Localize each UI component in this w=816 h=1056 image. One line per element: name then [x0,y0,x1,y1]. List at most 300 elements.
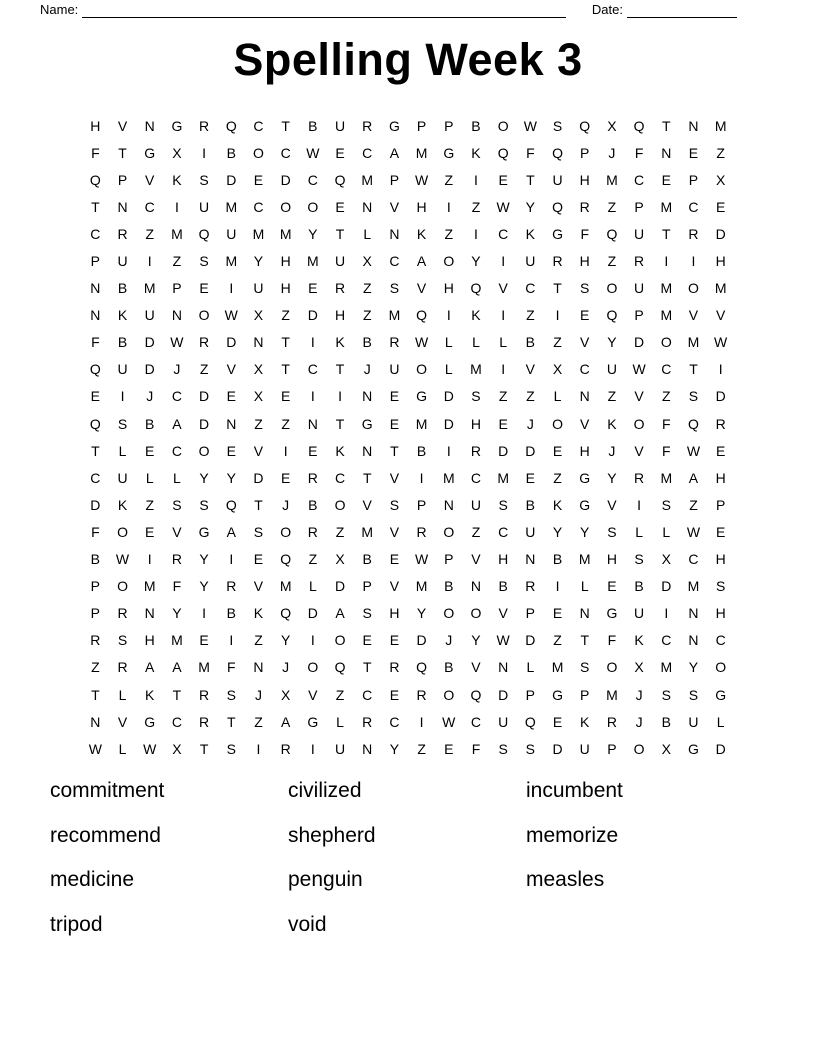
grid-letter: S [498,496,508,513]
grid-row [82,275,735,302]
grid-letter: V [117,713,128,730]
grid-letter: E [199,632,209,649]
grid-letter: I [174,198,179,215]
grid-letter: Q [89,171,101,188]
grid-letter: S [688,388,699,405]
grid-letter: C [470,469,482,486]
grid-letter: O [307,198,319,215]
grid-letter: W [143,740,157,757]
grid-letter: E [715,442,726,459]
grid-letter: B [362,551,372,568]
grid-row [82,735,735,762]
grid-letter: Z [607,253,617,270]
grid-row [82,220,735,247]
grid-letter: K [253,605,264,622]
grid-letter: U [634,280,645,297]
grid-letter: U [688,713,699,730]
grid-letter: A [335,605,345,622]
grid-letter: O [117,578,128,595]
grid-letter: Q [552,144,563,161]
grid-letter: X [607,117,617,134]
grid-letter: M [198,659,210,676]
grid-letter: C [362,686,373,703]
grid-letter: E [552,713,563,730]
grid-letter: Y [471,253,481,270]
grid-letter: U [579,740,590,757]
grid-letter: R [688,225,699,242]
grid-letter: A [389,144,400,161]
grid-letter: T [580,632,589,649]
grid-letter: B [226,144,236,161]
grid-letter: Q [416,659,428,676]
grid-letter: M [415,144,428,161]
grid-letter: U [634,225,645,242]
grid-letter: S [199,253,209,270]
grid-letter: M [415,415,428,432]
grid-letter: B [525,334,536,351]
grid-letter: M [714,117,727,134]
grid-letter: U [117,361,128,378]
grid-letter: D [498,442,509,459]
grid-letter: M [361,171,374,188]
word-list-item: medicine [50,868,135,891]
grid-letter: Z [498,388,508,405]
grid-letter: W [523,117,537,134]
grid-letter: P [416,496,427,513]
grid-letter: N [90,307,101,324]
grid-letter: Z [91,659,100,676]
grid-letter: R [579,198,590,215]
grid-letter: P [634,307,644,324]
grid-letter: L [118,686,127,703]
grid-letter: Q [198,225,210,242]
grid-letter: E [335,198,345,215]
grid-letter: E [389,388,400,405]
grid-letter: B [471,117,481,134]
grid-row [82,112,735,139]
grid-letter: M [606,686,618,703]
grid-letter: C [688,551,699,568]
grid-letter: C [90,225,101,242]
grid-letter: S [580,659,590,676]
grid-letter: J [146,388,154,405]
grid-letter: B [308,117,318,134]
grid-letter: H [280,253,291,270]
grid-letter: E [389,415,400,432]
grid-letter: W [115,551,130,568]
grid-letter: Y [280,632,291,649]
grid-letter: P [362,578,372,595]
grid-letter: T [662,117,671,134]
grid-letter: G [715,686,727,703]
grid-letter: M [470,361,482,378]
grid-letter: Z [716,144,725,161]
grid-letter: B [634,578,644,595]
grid-letter: L [363,225,372,242]
grid-letter: V [471,659,481,676]
grid-letter: M [714,280,727,297]
grid-letter: Y [525,198,536,215]
grid-letter: I [664,253,669,270]
grid-letter: Q [225,117,237,134]
grid-letter: S [117,632,128,649]
grid-letter: Y [416,605,427,622]
grid-letter: R [199,713,210,730]
grid-letter: R [715,415,726,432]
grid-letter: I [283,442,288,459]
grid-letter: F [172,578,182,595]
grid-letter: C [171,388,182,405]
grid-letter: O [334,496,346,513]
grid-letter: S [389,496,400,513]
grid-letter: L [173,469,181,486]
grid-letter: X [661,551,671,568]
grid-letter: E [253,551,264,568]
grid-letter: Y [607,334,617,351]
grid-letter: U [470,496,482,513]
grid-letter: I [147,253,152,270]
grid-letter: W [496,632,510,649]
grid-letter: O [688,280,699,297]
grid-letter: Q [225,496,237,513]
grid-letter: D [661,578,672,595]
grid-row [82,491,735,518]
grid-letter: K [335,442,345,459]
grid-letter: Y [199,551,209,568]
grid-letter: Z [471,523,481,540]
grid-letter: W [442,713,456,730]
grid-letter: D [715,388,726,405]
grid-letter: V [117,117,128,134]
grid-letter: Q [334,659,346,676]
grid-letter: D [552,740,563,757]
grid-letter: T [335,225,345,242]
grid-letter: P [172,280,182,297]
grid-letter: B [444,578,454,595]
grid-letter: E [552,605,563,622]
grid-letter: L [308,578,317,595]
grid-letter: Z [199,361,209,378]
grid-letter: Q [280,551,292,568]
grid-letter: D [498,686,509,703]
grid-letter: H [416,198,427,215]
grid-row [82,410,735,437]
grid-row [82,627,735,654]
grid-letter: C [525,280,536,297]
grid-letter: B [661,713,671,730]
grid-letter: M [361,523,374,540]
grid-letter: G [144,144,156,161]
grid-letter: V [172,523,182,540]
grid-letter: D [334,578,346,595]
grid-letter: I [229,551,234,568]
grid-letter: H [498,551,509,568]
grid-letter: X [715,171,726,188]
grid-letter: B [117,280,128,297]
grid-letter: D [144,361,155,378]
grid-letter: X [634,659,644,676]
grid-row [82,600,735,627]
grid-letter: X [253,307,264,324]
grid-letter: D [90,496,101,513]
grid-letter: C [171,442,182,459]
grid-letter: Y [580,523,590,540]
grid-letter: L [499,334,508,351]
grid-letter: D [416,632,427,649]
grid-letter: O [198,442,210,459]
grid-letter: B [416,442,427,459]
grid-letter: U [334,117,346,134]
grid-letter: C [253,198,264,215]
grid-letter: C [470,713,482,730]
grid-letter: Q [89,361,101,378]
grid-letter: J [526,415,534,432]
grid-letter: M [388,307,401,324]
word-list-item: memorize [526,823,619,847]
grid-letter: Q [334,171,346,188]
grid-letter: O [497,117,509,134]
grid-letter: O [307,659,319,676]
grid-letter: U [498,713,509,730]
grid-letter: U [334,740,346,757]
grid-letter: F [607,632,617,649]
grid-row [82,356,735,383]
grid-letter: Z [281,307,290,324]
grid-letter: I [664,605,669,622]
grid-letter: I [310,740,315,757]
grid-letter: T [227,713,236,730]
grid-letter: Z [607,388,617,405]
grid-letter: J [282,496,290,513]
grid-letter: C [144,198,155,215]
grid-letter: Y [172,605,182,622]
grid-letter: F [634,144,644,161]
grid-letter: L [662,523,671,540]
grid-letter: F [662,415,671,432]
grid-letter: C [389,713,400,730]
grid-letter: E [335,144,345,161]
grid-letter: T [281,117,290,134]
grid-letter: Q [280,605,292,622]
grid-letter: K [172,171,182,188]
grid-letter: B [308,496,318,513]
grid-letter: Q [552,198,563,215]
grid-letter: M [660,280,673,297]
grid-letter: E [226,442,236,459]
grid-letter: C [171,713,182,730]
grid-letter: T [335,415,345,432]
grid-letter: H [606,551,617,568]
grid-letter: S [607,523,617,540]
grid-letter: N [688,117,699,134]
grid-letter: Y [308,225,318,242]
grid-row [82,708,735,735]
grid-letter: T [335,361,345,378]
grid-letter: C [90,469,101,486]
grid-letter: N [253,334,264,351]
grid-letter: R [199,117,210,134]
grid-letter: C [280,144,291,161]
grid-letter: L [580,578,589,595]
grid-letter: D [226,171,237,188]
grid-letter: S [389,280,400,297]
word-search-grid [82,112,735,762]
grid-letter: O [443,253,455,270]
word-list-item: commitment [50,779,165,802]
grid-letter: O [470,605,482,622]
grid-letter: I [501,253,506,270]
grid-letter: M [143,280,156,297]
grid-letter: X [172,144,182,161]
grid-letter: O [606,280,618,297]
grid-letter: C [389,253,400,270]
grid-letter: Q [524,713,536,730]
grid-letter: P [580,686,590,703]
grid-letter: I [229,280,234,297]
grid-letter: Z [444,225,454,242]
grid-letter: V [389,578,400,595]
grid-letter: U [253,280,264,297]
date-label: Date: [591,2,623,17]
grid-letter: Y [199,469,209,486]
grid-letter: O [633,415,645,432]
grid-letter: O [443,686,455,703]
grid-letter: S [172,496,182,513]
grid-letter: K [335,334,345,351]
grid-letter: V [308,686,318,703]
grid-letter: C [688,198,699,215]
grid-letter: E [498,415,508,432]
grid-letter: Z [607,198,617,215]
grid-letter: A [416,253,427,270]
grid-letter: S [226,686,236,703]
grid-letter: U [226,225,237,242]
grid-letter: T [689,361,698,378]
grid-letter: Z [335,523,345,540]
grid-letter: H [579,171,590,188]
grid-letter: I [310,334,315,351]
grid-letter: P [90,253,101,270]
grid-letter: C [634,171,645,188]
grid-letter: I [419,469,424,486]
grid-letter: H [715,469,726,486]
grid-letter: G [688,740,699,757]
grid-letter: N [90,280,101,297]
grid-letter: R [634,253,645,270]
grid-letter: L [145,469,154,486]
grid-letter: E [444,740,454,757]
grid-letter: H [280,280,291,297]
grid-letter: E [226,388,236,405]
grid-letter: I [256,740,261,757]
grid-letter: B [498,578,508,595]
word-list-item: recommend [50,823,161,847]
grid-letter: X [253,361,264,378]
grid-letter: N [688,605,699,622]
grid-letter: S [362,605,372,622]
grid-letter: Z [254,632,263,649]
grid-letter: P [389,171,400,188]
grid-letter: Z [553,469,562,486]
grid-letter: O [606,659,618,676]
grid-letter: C [579,361,590,378]
grid-letter: C [307,171,318,188]
grid-letter: W [496,198,510,215]
grid-letter: K [117,307,128,324]
word-list-item: measles [526,868,605,891]
grid-letter: N [688,632,699,649]
grid-row [82,329,735,356]
grid-letter: Z [444,171,454,188]
grid-letter: O [660,334,672,351]
grid-letter: X [362,253,372,270]
grid-letter: Z [254,713,263,730]
grid-letter: B [552,551,563,568]
grid-letter: L [444,334,453,351]
grid-letter: V [607,496,617,513]
grid-letter: S [634,551,644,568]
grid-letter: Z [145,496,154,513]
grid-letter: O [715,659,727,676]
grid-letter: B [90,551,101,568]
grid-letter: K [471,307,481,324]
grid-letter: X [253,388,264,405]
grid-letter: P [416,117,427,134]
grid-letter: L [635,523,643,540]
grid-letter: M [660,469,673,486]
grid-letter: G [579,496,591,513]
grid-letter: V [471,551,481,568]
grid-letter: N [117,198,128,215]
grid-letter: S [199,496,209,513]
grid-letter: U [117,469,128,486]
grid-letter: Z [254,415,263,432]
grid-letter: J [282,659,290,676]
grid-letter: H [443,280,454,297]
grid-letter: V [634,388,644,405]
grid-letter: O [416,361,428,378]
word-list-item: tripod [50,912,103,936]
grid-letter: V [580,415,590,432]
grid-letter: A [172,659,182,676]
grid-letter: K [525,225,536,242]
grid-letter: I [691,253,696,270]
grid-letter: E [280,469,291,486]
word-list-column [50,780,288,958]
grid-letter: L [118,740,127,757]
grid-letter: O [198,307,210,324]
grid-letter: V [145,171,155,188]
grid-letter: T [662,225,671,242]
grid-letter: E [715,198,726,215]
grid-letter: T [91,198,100,215]
grid-letter: D [307,307,318,324]
grid-letter: Z [689,496,698,513]
grid-letter: R [362,713,373,730]
grid-letter: C [362,144,373,161]
grid-letter: T [91,686,100,703]
grid-letter: H [334,307,346,324]
grid-letter: L [716,713,725,730]
grid-letter: W [224,307,238,324]
word-list [50,780,764,958]
grid-letter: Q [579,117,591,134]
grid-letter: M [225,253,238,270]
grid-letter: S [552,117,563,134]
grid-letter: E [525,469,536,486]
grid-letter: E [145,442,155,459]
grid-letter: V [416,280,427,297]
